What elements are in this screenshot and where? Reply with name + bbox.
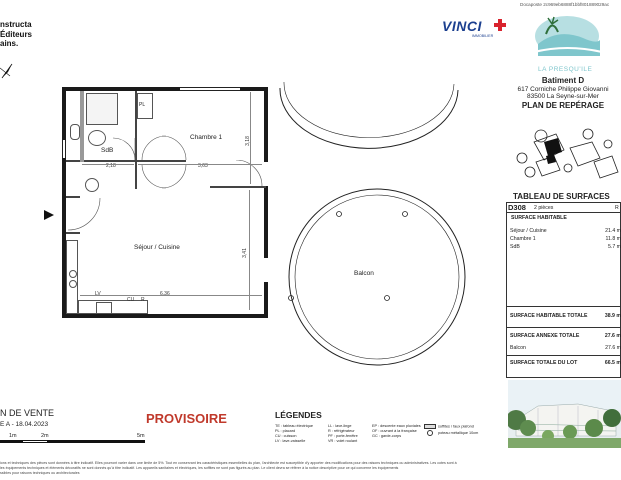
living-width-dim: 6,36 (160, 291, 170, 297)
plan-date: E A - 18.04.2023 (0, 421, 49, 428)
scale-label: 1m (9, 433, 17, 439)
disclaimer-line: les équipements techniques et éléments décoratifs ne sont donnés qu'à titre indicatif. Les appareils sanitaires et électriques, les soffites ne sont pas figurés au plan. Le client devra se référer à la notice descriptive pour ce qui concerne les équipements (0, 466, 399, 470)
legend-item: LV : lave-vaisselle (275, 439, 306, 443)
la-presquile-logo (528, 14, 606, 66)
cooktop (69, 280, 77, 288)
legend-item: PF : porte-fenêtre (328, 434, 358, 438)
bedroom-label: Chambre 1 (190, 134, 223, 141)
post-swatch-icon (427, 430, 433, 436)
sink (96, 302, 112, 314)
placard-label: PL (139, 102, 146, 108)
sale-plan-title: N DE VENTE (0, 408, 55, 418)
toilet (70, 124, 80, 140)
provisoire-stamp: PROVISOIRE (146, 411, 227, 426)
table-divider (506, 355, 621, 356)
shower (86, 93, 118, 125)
balcony-plan (240, 60, 480, 370)
la-presquile-name: LA PRESQU'ILE (538, 66, 593, 73)
document-reference: Docaposte 2c969eb6888f1bbf801889029ac (520, 2, 610, 7)
legend-item (424, 424, 478, 430)
total-habitable-value: 38.9 m (604, 313, 621, 319)
dishwasher-label: LV (95, 291, 101, 297)
cooking-label: CU (127, 297, 135, 303)
left-header-line: nstructa (0, 20, 32, 29)
lot-r: R (615, 205, 619, 211)
balcony-label: Balcon (354, 270, 374, 277)
north-arrow-icon (0, 60, 16, 82)
legend-item-text: soffites / faux plafond (438, 424, 474, 429)
legend-item: OF : ouvrant à la française (372, 429, 417, 433)
living-height-dim: 3,41 (241, 248, 248, 258)
legend-item: TE : tableau électrique (275, 424, 313, 428)
surface-row (510, 236, 621, 242)
address-line: 83500 La Seyne-sur-Mer (527, 93, 599, 100)
sdb-label: SdB (101, 147, 114, 154)
dim-line (80, 295, 262, 296)
lot-total-value: 66.5 m (604, 360, 621, 366)
soffit-swatch-icon (424, 424, 436, 429)
legend-item-text: poteau métallique 10cm (438, 430, 479, 435)
vinci-logo-text: VINCI (442, 18, 482, 34)
surface-row-label: SdB (510, 244, 520, 250)
legend-item: PL : placard (275, 429, 296, 433)
door-swing (140, 162, 188, 192)
living-label: Séjour / Cuisine (134, 244, 180, 251)
washbasin (88, 130, 106, 146)
legend-item: GC : garde-corps (372, 434, 402, 438)
fridge-label: R (141, 297, 145, 303)
vinci-logo (442, 18, 494, 38)
left-header (0, 20, 32, 49)
table-divider (506, 327, 621, 328)
surface-row-label: Séjour / Cuisine (510, 228, 547, 234)
disclaimer-line: ssibles pour raisons techniques ou architecturales (0, 471, 80, 475)
habitable-heading: SURFACE HABITABLE (511, 215, 567, 221)
legend-column (275, 424, 313, 444)
legend-column (328, 424, 358, 444)
project-info (505, 76, 621, 110)
partition-wall (66, 232, 80, 234)
legend-item: LL : lave-linge (328, 424, 352, 428)
door-swing (140, 132, 188, 162)
surface-row-value: 21.4 m (605, 228, 621, 234)
total-habitable-label: SURFACE HABITABLE TOTALE (510, 313, 588, 319)
lot-type: 2 pièces (534, 205, 554, 211)
legend-column (372, 424, 421, 439)
washer (85, 178, 99, 192)
left-header-line: Éditeurs (0, 29, 33, 39)
vinci-cross-icon (494, 19, 506, 31)
balcony-surface-value: 27.6 m (605, 345, 621, 351)
annexe-total-value: 27.6 m (604, 333, 621, 339)
scale-label: 2m (41, 433, 49, 439)
wall (62, 314, 267, 318)
dim-line (82, 164, 134, 165)
legend-item: R : réfrigérateur (328, 429, 355, 433)
disclaimer-line: ions et techniques des pièces sont données à titre indicatif. Elles pourront varier dans une limite de 5%. Tout en conservant les caractéristiques essentielles du plan, l'architecte est susceptible d'y apporter des modifications pour des raisons techniques ou administratives. Les cotes sont à (0, 461, 457, 465)
legend-item (424, 430, 478, 436)
situation-plan (508, 122, 621, 188)
wall-hatch (80, 91, 84, 162)
annexe-total-row (510, 333, 621, 339)
sdb-width-dim: 2,18 (106, 163, 116, 169)
door-swing (66, 196, 102, 232)
building-rendering (508, 380, 621, 448)
entry-arrow-icon (44, 210, 54, 220)
surfaces-title: TABLEAU DE SURFACES (513, 192, 610, 201)
surface-row (510, 228, 621, 234)
surface-row-value: 5.7 m (608, 244, 621, 250)
left-header-line: ains. (0, 39, 19, 48)
surface-row (510, 244, 621, 250)
legend-item: EP : descente eaux pluviales (372, 424, 421, 428)
surface-row-label: Chambre 1 (510, 236, 536, 242)
lot-number: D308 (508, 203, 526, 212)
cooktop (69, 270, 77, 278)
legend-item: VR : volet roulant (328, 439, 358, 443)
kitchen-counter (78, 300, 148, 314)
plan-title: PLAN DE REPÉRAGE (521, 101, 605, 110)
window (180, 87, 240, 91)
legend-title: LÉGENDES (275, 410, 322, 420)
table-divider (506, 306, 621, 307)
bedroom-width-dim: 3,63 (198, 163, 208, 169)
total-habitable-row (510, 313, 621, 319)
scale-label: 5m (137, 433, 145, 439)
vinci-logo-sub: IMMOBILIER (472, 34, 494, 38)
surface-row-value: 11.8 m (605, 236, 621, 242)
scale-bar (0, 440, 145, 443)
balcony-surface-label: Balcon (510, 345, 526, 351)
balcony-surface-row (510, 345, 621, 351)
door-swing (113, 130, 137, 162)
legend-column (424, 424, 478, 436)
building-name: Batiment D (541, 76, 585, 85)
bedroom-height-dim: 3,18 (244, 136, 251, 146)
window (62, 140, 66, 158)
annexe-total-label: SURFACE ANNEXE TOTALE (510, 333, 580, 339)
lot-total-row (510, 360, 621, 366)
address-line: 617 Corniche Philippe Giovanni (517, 86, 609, 93)
lot-total-label: SURFACE TOTALE DU LOT (510, 360, 578, 366)
legend-item: CU : cuisson (275, 434, 297, 438)
